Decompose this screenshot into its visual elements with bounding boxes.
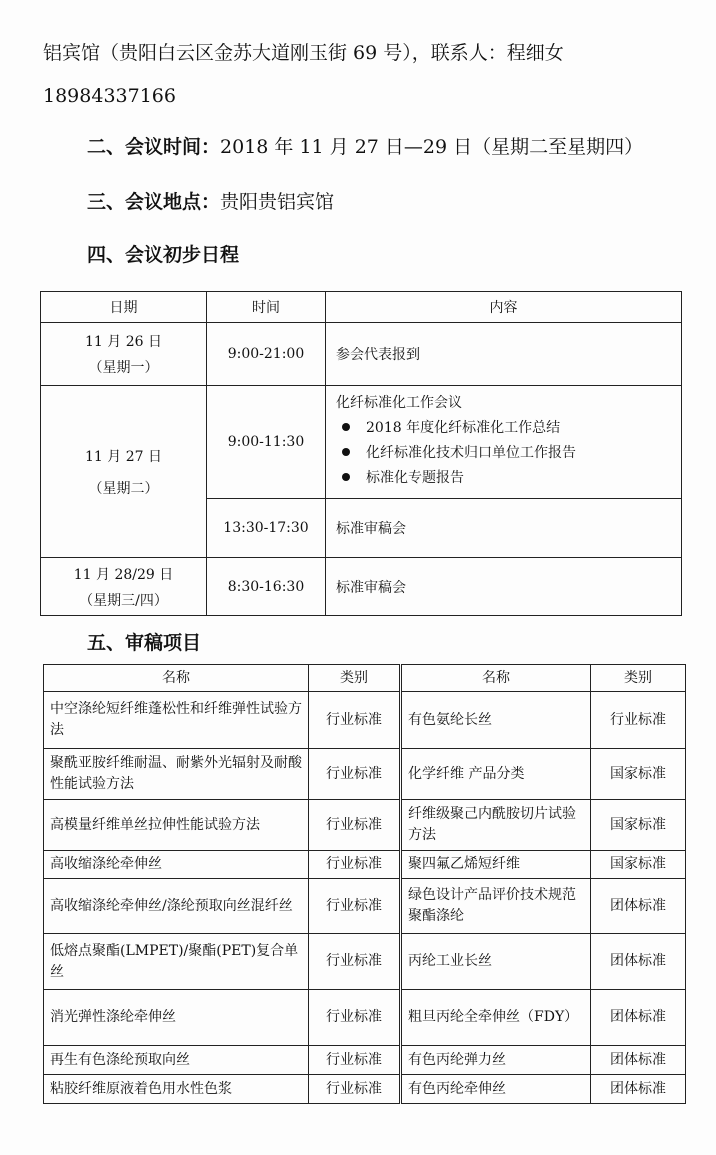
schedule-time-cell: 8:30-16:30 [207,558,326,616]
schedule-header-content: 内容 [326,292,682,323]
left-project-category: 行业标准 [309,879,401,934]
schedule-heading: 四、会议初步日程 [87,244,240,266]
table-row [44,749,686,800]
schedule-content-cell [326,386,682,499]
right-project-name: 有色丙纶弹力丝 [401,1046,591,1075]
right-project-category: 团体标准 [591,879,686,934]
agenda-item [336,467,681,487]
right-project-name: 粗旦丙纶全牵伸丝（FDY） [401,990,591,1046]
right-project-category: 国家标准 [591,851,686,879]
left-project-name: 粘胶纤维原液着色用水性色浆 [44,1075,309,1104]
projects-header-row [44,665,686,692]
right-project-category: 团体标准 [591,1046,686,1075]
agenda-item [336,442,681,462]
left-project-category: 行业标准 [309,1046,401,1075]
right-project-name: 化学纤维 产品分类 [401,749,591,800]
left-project-category: 行业标准 [309,800,401,851]
date-text: 11 月 28/29 日 [73,566,174,583]
schedule-date-cell [41,558,207,616]
table-row [44,1046,686,1075]
schedule-date-cell [41,323,207,386]
right-project-category: 国家标准 [591,749,686,800]
left-project-name: 消光弹性涤纶牵伸丝 [44,990,309,1046]
date-text: 11 月 27 日 [85,448,162,465]
right-project-category: 团体标准 [591,1075,686,1104]
right-project-name: 聚四氟乙烯短纤维 [401,851,591,879]
right-project-name: 绿色设计产品评价技术规范 聚酯涤纶 [401,879,591,934]
meeting-location [87,187,334,214]
schedule-content-cell: 标准审稿会 [326,499,682,558]
left-project-name: 高模量纤维单丝拉伸性能试验方法 [44,800,309,851]
meeting-location-label: 三、会议地点： [87,191,221,213]
projects-header-name: 名称 [401,665,591,692]
meeting-time-value: 2018 年 11 月 27 日—29 日（星期二至星期四） [220,136,644,158]
right-project-category: 团体标准 [591,990,686,1046]
agenda-item-text: 2018 年度化纤标准化工作总结 [366,420,561,436]
session-title: 化纤标准化工作会议 [336,395,462,411]
left-project-name: 中空涤纶短纤维蓬松性和纤维弹性试验方法 [44,692,309,749]
schedule-time-cell: 9:00-21:00 [207,323,326,386]
bullet-icon [342,473,350,481]
table-row [44,879,686,934]
bullet-icon [342,448,350,456]
projects-header-category: 类别 [591,665,686,692]
left-project-category: 行业标准 [309,851,401,879]
table-row [44,851,686,879]
right-project-category: 国家标准 [591,800,686,851]
schedule-content-cell: 参会代表报到 [326,323,682,386]
agenda-item [336,417,681,437]
agenda-item-text: 化纤标准化技术归口单位工作报告 [366,445,576,461]
schedule-header-date: 日期 [41,292,207,323]
venue-address: 铝宾馆（贵阳白云区金苏大道刚玉街 69 号），联系人：程细女 [43,42,564,64]
weekday-text: （星期二） [88,480,159,497]
schedule-time-cell: 9:00-11:30 [207,386,326,499]
left-project-category: 行业标准 [309,934,401,990]
right-project-name: 纤维级聚己内酰胺切片试验方法 [401,800,591,851]
schedule-table [40,291,682,616]
weekday-text: （星期三/四） [79,592,168,609]
left-project-category: 行业标准 [309,1075,401,1104]
right-project-name: 有色氨纶长丝 [401,692,591,749]
right-project-name: 丙纶工业长丝 [401,934,591,990]
schedule-header-row [41,292,682,323]
schedule-row-day2-am [41,386,682,499]
left-project-category: 行业标准 [309,692,401,749]
projects-table [43,664,686,1104]
left-project-name: 高收缩涤纶牵伸丝 [44,851,309,879]
schedule-content-cell: 标准审稿会 [326,558,682,616]
left-project-name: 低熔点聚酯(LMPET)/聚酯(PET)复合单丝 [44,934,309,990]
left-project-category: 行业标准 [309,990,401,1046]
weekday-text: （星期一） [88,360,159,376]
left-project-name: 再生有色涤纶预取向丝 [44,1046,309,1075]
table-row [44,934,686,990]
schedule-time-cell: 13:30-17:30 [207,499,326,558]
projects-header-name: 名称 [44,665,309,692]
right-project-category: 团体标准 [591,934,686,990]
table-row [44,692,686,749]
meeting-time [87,132,643,159]
table-row [44,1075,686,1104]
schedule-row-day1 [41,323,682,386]
left-project-name: 聚酰亚胺纤维耐温、耐紫外光辐射及耐酸性能试验方法 [44,749,309,800]
table-row [44,990,686,1046]
contact-phone: 18984337166 [43,85,176,107]
projects-heading: 五、审稿项目 [87,632,202,654]
schedule-date-cell [41,386,207,558]
meeting-time-label: 二、会议时间： [87,136,221,158]
right-project-name: 有色丙纶牵伸丝 [401,1075,591,1104]
left-project-category: 行业标准 [309,749,401,800]
right-project-category: 行业标准 [591,692,686,749]
agenda-item-text: 标准化专题报告 [366,470,464,486]
meeting-location-value: 贵阳贵铝宾馆 [220,191,335,213]
projects-header-category: 类别 [309,665,401,692]
bullet-icon [342,423,350,431]
schedule-header-time: 时间 [207,292,326,323]
schedule-row-day3 [41,558,682,616]
table-row [44,800,686,851]
left-project-name: 高收缩涤纶牵伸丝/涤纶预取向丝混纤丝 [44,879,309,934]
date-text: 11 月 26 日 [85,334,162,350]
